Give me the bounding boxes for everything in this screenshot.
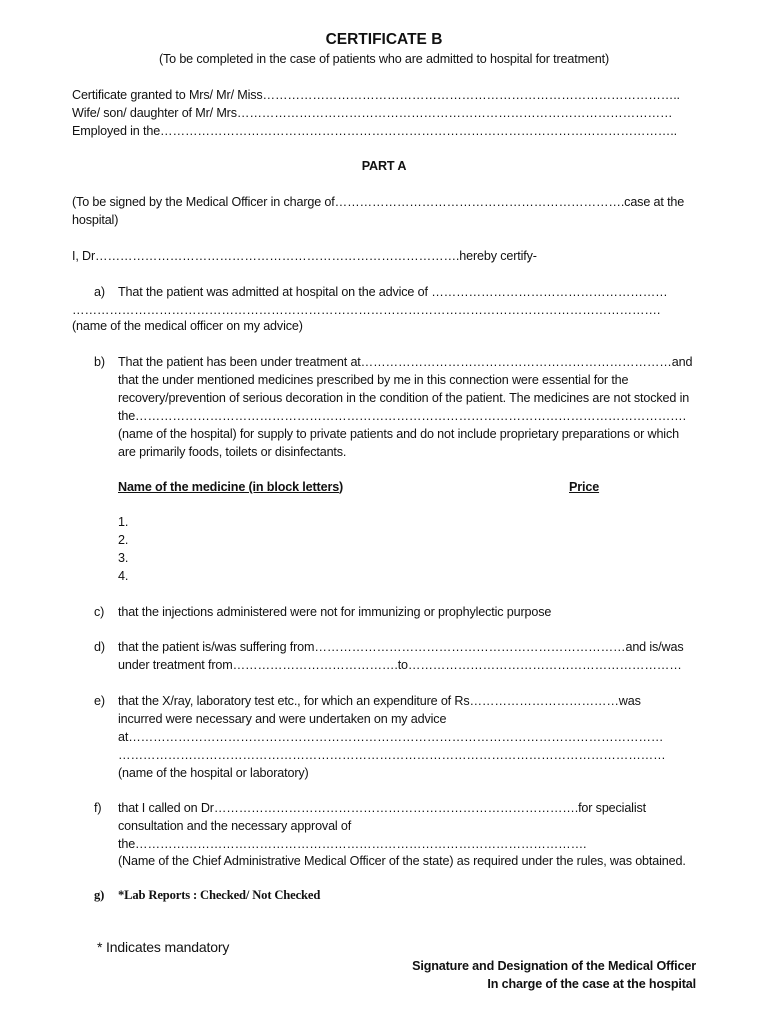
item-e-line-4: …………………………………………………………………………………………………………………… (118, 748, 666, 762)
item-g-marker: g) (94, 888, 105, 902)
item-f-marker: f) (94, 801, 102, 815)
certificate-title: CERTIFICATE B (325, 31, 443, 48)
header-line-relation: Wife/ son/ daughter of Mr/ Mrs…………………………………………………………………………………………… (72, 106, 673, 120)
header-line-employed: Employed in the…………………………………………………………………………………………………………….. (72, 124, 677, 138)
item-a-marker: a) (94, 285, 105, 299)
item-b-line-3: recovery/prevention of serious decoration in the condition of the patient. The medicines are not stocked in (118, 391, 690, 405)
item-f-line-3: the………………………………………………………………………………………………. (118, 837, 587, 851)
signed-by-line-2: hospital) (72, 213, 119, 227)
item-b-line-6: are primarily foods, toilets or disinfectants. (118, 445, 347, 459)
certify-line: I, Dr…………………………………………………………………………….hereby certify- (72, 249, 537, 263)
signed-by-line-1: (To be signed by the Medical Officer in charge of…………………………………………………………….case at the (72, 195, 685, 209)
item-e-line-3: at………………………………………………………………………………………………………………… (118, 730, 664, 744)
medicine-row-4: 4. (118, 569, 129, 583)
price-header: Price (569, 480, 600, 494)
item-a-line-2: ……………………………………………………………………………………………………………………………. (72, 303, 661, 317)
item-e-marker: e) (94, 694, 105, 708)
medicine-row-2: 2. (118, 533, 129, 547)
item-c-line-1: that the injections administered were not for immunizing or prophylectic purpose (118, 605, 552, 619)
item-a-line-3: (name of the medical officer on my advice) (72, 319, 303, 333)
medicine-name-header-paren: ) (339, 480, 344, 494)
item-b-line-4: the……………………………………………………………………………………………………………………. (118, 409, 686, 423)
part-a-title: PART A (361, 159, 407, 173)
header-line-granted-to: Certificate granted to Mrs/ Mr/ Miss……………………………………………………………………………………….. (72, 88, 680, 102)
item-d-line-2: under treatment from………………………………….to………………………………………………………… (118, 658, 682, 672)
item-e-line-1: that the X/ray, laboratory test etc., for which an expenditure of Rs………………………………was (118, 694, 641, 708)
certificate-subtitle: (To be completed in the case of patients who are admitted to hospital for treatment) (158, 52, 610, 66)
medicine-name-header-text: Name of the medicine (in block letters (118, 480, 340, 494)
medicine-row-1: 1. (118, 515, 129, 529)
medicine-row-3: 3. (118, 551, 129, 565)
item-f-line-2: consultation and the necessary approval of (118, 819, 352, 833)
mandatory-note: * Indicates mandatory (97, 939, 230, 955)
item-e-line-5: (name of the hospital or laboratory) (118, 766, 309, 780)
item-b-marker: b) (94, 355, 105, 369)
item-c-marker: c) (94, 605, 105, 619)
item-f-line-1: that I called on Dr…………………………………………………………………………….for specialist (118, 801, 646, 815)
item-b-line-5: (name of the hospital) for supply to private patients and do not include proprietary preparations or which (118, 427, 679, 441)
item-d-marker: d) (94, 640, 105, 654)
item-a-line-1: That the patient was admitted at hospital on the advice of ………………………………………………… (118, 285, 668, 299)
signature-line-1: Signature and Designation of the Medical Officer (412, 959, 696, 973)
item-g-lab-reports: *Lab Reports : Checked/ Not Checked (118, 888, 321, 902)
medicine-name-header (118, 478, 343, 496)
item-d-line-1: that the patient is/was suffering from…………………………………………………………………and is/was (118, 640, 684, 654)
signature-line-2: In charge of the case at the hospital (487, 977, 696, 991)
item-b-line-2: that the under mentioned medicines prescribed by me in this connection were essential for the (118, 373, 629, 387)
item-b-line-1: That the patient has been under treatment at…………………………………………………………………and (118, 355, 693, 369)
item-f-line-4: (Name of the Chief Administrative Medical Officer of the state) as required under the rules, was obtained. (118, 854, 686, 868)
item-e-line-2: incurred were necessary and were undertaken on my advice (118, 712, 447, 726)
